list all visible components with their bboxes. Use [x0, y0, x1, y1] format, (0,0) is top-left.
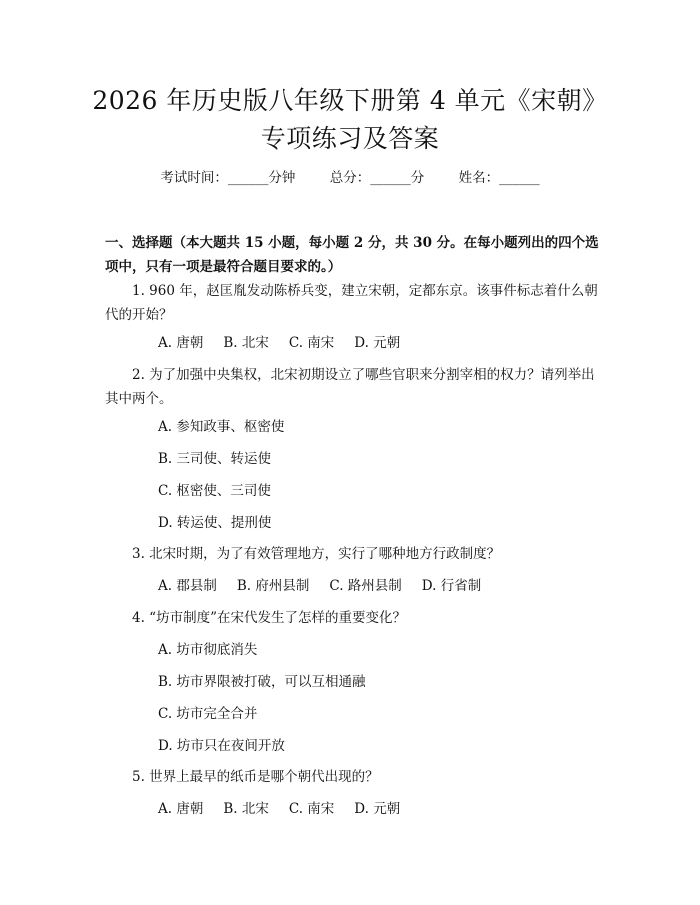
exam-name: 姓名：______: [458, 170, 540, 186]
question-4: 4. “坊市制度”在宋代发生了怎样的重要变化？: [132, 610, 406, 626]
option-c: C. 路州县制: [329, 578, 402, 594]
option-d: D. 转运使、提刑使: [158, 515, 272, 531]
option-b: B. 北宋: [223, 335, 269, 351]
option-c: C. 南宋: [288, 801, 335, 817]
option-a: A. 唐朝: [158, 335, 204, 351]
exam-score: 总分：______分: [329, 170, 425, 186]
option-b: B. 三司使、转运使: [158, 451, 272, 467]
exam-time: 考试时间：______分钟: [160, 170, 296, 186]
question-5-options: [158, 798, 420, 820]
option-d: D. 坊市只在夜间开放: [158, 738, 285, 754]
option-b: B. 府州县制: [236, 578, 310, 594]
option-c: C. 南宋: [288, 335, 335, 351]
option-a: A. 郡县制: [158, 578, 217, 594]
option-a: A. 唐朝: [158, 801, 204, 817]
option-c: C. 坊市完全合并: [158, 706, 258, 722]
question-3: 3. 北宋时期，为了有效管理地方，实行了哪种地方行政制度？: [132, 546, 501, 562]
question-1: 1. 960 年，赵匡胤发动陈桥兵变，建立宋朝，定都东京。该事件标志着什么朝代的开始？: [105, 283, 598, 323]
option-b: B. 北宋: [223, 801, 269, 817]
option-a: A. 参知政事、枢密使: [158, 419, 285, 435]
question-3-options: [158, 575, 501, 597]
option-d: D. 元朝: [354, 335, 401, 351]
page-subtitle: 专项练习及答案: [260, 124, 440, 153]
option-c: C. 枢密使、三司使: [158, 483, 271, 499]
option-b: B. 坊市界限被打破，可以互相通融: [158, 674, 366, 690]
question-5: 5. 世界上最早的纸币是哪个朝代出现的？: [132, 769, 379, 785]
question-2: 2. 为了加强中央集权，北宋初期设立了哪些官职来分割宰相的权力？请列举出其中两个。: [105, 367, 595, 407]
page-title: 2026 年历史版八年级下册第 4 单元《宋朝》: [92, 86, 608, 115]
exam-meta: [0, 168, 700, 188]
option-a: A. 坊市彻底消失: [158, 642, 258, 658]
option-d: D. 行省制: [421, 578, 482, 594]
option-d: D. 元朝: [354, 801, 401, 817]
section-heading: 一、选择题（本大题共 15 小题，每小题 2 分，共 30 分。在每小题列出的四个选项中，只有一项是最符合题目要求的。）: [105, 235, 599, 275]
question-1-options: [158, 332, 420, 354]
